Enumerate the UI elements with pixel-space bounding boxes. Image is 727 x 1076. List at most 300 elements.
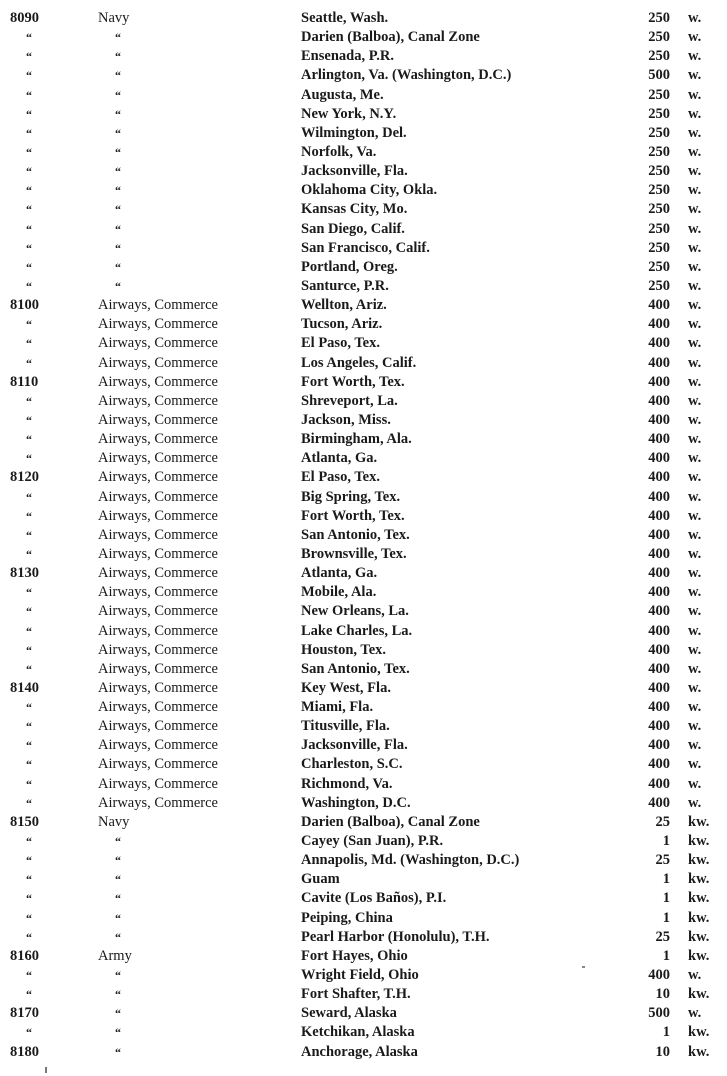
location-cell: El Paso, Tex. [301,469,380,486]
table-row [0,717,727,736]
owner-cell: Airways, Commerce [98,622,218,639]
unit-cell: kw. [688,986,710,1003]
power-cell: 400 [648,641,670,658]
owner-cell: Airways, Commerce [98,297,218,314]
power-cell: 400 [648,316,670,333]
unit-cell: kw. [688,928,710,945]
frequency-cell: “ [26,776,32,791]
owner-cell: “ [115,1006,121,1021]
owner-cell: “ [115,106,121,121]
power-cell: 400 [648,699,670,716]
table-row [0,449,727,468]
location-cell: Los Angeles, Calif. [301,354,417,371]
frequency-cell: “ [26,451,32,466]
location-cell: Arlington, Va. (Washington, D.C.) [301,67,512,84]
unit-cell: kw. [688,852,710,869]
frequency-cell: “ [26,700,32,715]
frequency-cell: “ [26,661,32,676]
table-row [0,181,727,200]
owner-cell: Airways, Commerce [98,335,218,352]
owner-cell: “ [115,49,121,64]
frequency-cell: 8160 [10,947,39,964]
unit-cell: w. [688,699,702,716]
unit-cell: w. [688,507,702,524]
frequency-cell: “ [26,202,32,217]
owner-cell: “ [115,1044,121,1059]
table-row [0,28,727,47]
unit-cell: w. [688,392,702,409]
owner-cell: Navy [98,813,130,830]
owner-cell: Airways, Commerce [98,699,218,716]
location-cell: Fort Worth, Tex. [301,507,405,524]
location-cell: Jackson, Miss. [301,411,391,428]
table-row [0,698,727,717]
location-cell: Miami, Fla. [301,699,374,716]
table-row [0,334,727,353]
frequency-cell: “ [26,604,32,619]
power-cell: 250 [648,201,670,218]
location-cell: Norfolk, Va. [301,143,377,160]
location-cell: San Francisco, Calif. [301,239,430,256]
location-cell: Seward, Alaska [301,1005,397,1022]
location-cell: Darien (Balboa), Canal Zone [301,29,480,46]
power-cell: 250 [648,29,670,46]
power-cell: 1 [662,909,670,926]
power-cell: 400 [648,622,670,639]
table-row [0,583,727,602]
table-row [0,755,727,774]
power-cell: 25 [655,813,670,830]
table-row [0,277,727,296]
table-row [0,105,727,124]
frequency-cell: “ [26,642,32,657]
owner-cell: “ [115,872,121,887]
owner-cell: Airways, Commerce [98,756,218,773]
power-cell: 400 [648,756,670,773]
location-cell: New York, N.Y. [301,105,397,122]
frequency-cell: “ [26,259,32,274]
power-cell: 400 [648,335,670,352]
table-row [0,526,727,545]
owner-cell: “ [115,968,121,983]
location-cell: Atlanta, Ga. [301,565,378,582]
owner-cell: “ [115,30,121,45]
power-cell: 250 [648,124,670,141]
frequency-cell: “ [26,412,32,427]
frequency-cell: “ [26,317,32,332]
owner-cell: “ [115,221,121,236]
owner-cell: Airways, Commerce [98,488,218,505]
owner-cell: Airways, Commerce [98,316,218,333]
frequency-cell: “ [26,738,32,753]
unit-cell: w. [688,143,702,160]
print-speck [582,966,585,968]
unit-cell: w. [688,794,702,811]
unit-cell: w. [688,10,702,26]
unit-cell: kw. [688,947,710,964]
unit-cell: w. [688,220,702,237]
power-cell: 10 [655,986,670,1003]
table-row [0,851,727,870]
power-cell: 400 [648,584,670,601]
location-cell: Peiping, China [301,909,393,926]
power-cell: 400 [648,679,670,696]
location-cell: San Antonio, Tex. [301,526,410,543]
unit-cell: w. [688,431,702,448]
location-cell: Cavite (Los Baños), P.I. [301,890,447,907]
station-list [0,9,727,1062]
location-cell: Richmond, Va. [301,775,393,792]
frequency-cell: “ [26,795,32,810]
power-cell: 250 [648,163,670,180]
table-row [0,564,727,583]
location-cell: New Orleans, La. [301,603,409,620]
location-cell: Portland, Oreg. [301,258,398,275]
unit-cell: kw. [688,833,710,850]
unit-cell: kw. [688,1043,710,1060]
owner-cell: “ [115,891,121,906]
owner-cell: “ [115,259,121,274]
power-cell: 400 [648,794,670,811]
unit-cell: w. [688,29,702,46]
table-row [0,373,727,392]
power-cell: 400 [648,660,670,677]
owner-cell: Airways, Commerce [98,469,218,486]
table-row [0,315,727,334]
owner-cell: “ [115,278,121,293]
location-cell: Brownsville, Tex. [301,545,407,562]
table-row [0,545,727,564]
power-cell: 400 [648,507,670,524]
location-cell: Jacksonville, Fla. [301,737,408,754]
owner-cell: “ [115,987,121,1002]
frequency-cell: “ [26,757,32,772]
table-row [0,736,727,755]
owner-cell: “ [115,853,121,868]
power-cell: 400 [648,967,670,984]
table-row [0,1004,727,1023]
unit-cell: kw. [688,871,710,888]
location-cell: Cayey (San Juan), P.R. [301,833,444,850]
power-cell: 250 [648,105,670,122]
owner-cell: “ [115,125,121,140]
owner-cell: “ [115,87,121,102]
location-cell: Darien (Balboa), Canal Zone [301,813,480,830]
power-cell: 250 [648,220,670,237]
unit-cell: w. [688,967,702,984]
location-cell: Annapolis, Md. (Washington, D.C.) [301,852,520,869]
frequency-cell: “ [26,929,32,944]
margin-mark [45,1067,47,1073]
frequency-cell: “ [26,30,32,45]
unit-cell: w. [688,660,702,677]
power-cell: 250 [648,277,670,294]
location-cell: Oklahoma City, Okla. [301,182,438,199]
location-cell: San Antonio, Tex. [301,660,410,677]
location-cell: Big Spring, Tex. [301,488,401,505]
frequency-cell: “ [26,527,32,542]
frequency-cell: “ [26,432,32,447]
table-row [0,468,727,487]
owner-cell: Airways, Commerce [98,737,218,754]
location-cell: Washington, D.C. [301,794,411,811]
table-row [0,889,727,908]
owner-cell: “ [115,144,121,159]
frequency-cell: “ [26,968,32,983]
frequency-cell: “ [26,164,32,179]
frequency-cell: 8170 [10,1005,39,1022]
power-cell: 1 [662,1024,670,1041]
frequency-cell: “ [26,68,32,83]
frequency-cell: “ [26,183,32,198]
power-cell: 250 [648,182,670,199]
power-cell: 400 [648,545,670,562]
table-row [0,258,727,277]
location-cell: Fort Shafter, T.H. [301,986,411,1003]
unit-cell: w. [688,775,702,792]
location-cell: Birmingham, Ala. [301,431,412,448]
location-cell: Tucson, Ariz. [301,316,383,333]
unit-cell: kw. [688,1024,710,1041]
unit-cell: kw. [688,890,710,907]
frequency-cell: “ [26,49,32,64]
frequency-cell: 8180 [10,1043,39,1060]
power-cell: 1 [662,890,670,907]
table-row [0,641,727,660]
power-cell: 400 [648,775,670,792]
power-cell: 400 [648,392,670,409]
unit-cell: w. [688,737,702,754]
power-cell: 250 [648,10,670,26]
frequency-cell: “ [26,853,32,868]
power-cell: 250 [648,258,670,275]
owner-cell: Airways, Commerce [98,507,218,524]
frequency-cell: “ [26,489,32,504]
location-cell: Santurce, P.R. [301,277,389,294]
frequency-cell: “ [26,144,32,159]
owner-cell: Airways, Commerce [98,565,218,582]
owner-cell: “ [115,202,121,217]
unit-cell: w. [688,1005,702,1022]
frequency-cell: “ [26,1025,32,1040]
owner-cell: Airways, Commerce [98,718,218,735]
unit-cell: w. [688,565,702,582]
unit-cell: w. [688,622,702,639]
location-cell: Augusta, Me. [301,86,384,103]
table-row [0,220,727,239]
frequency-cell: “ [26,355,32,370]
table-row [0,392,727,411]
table-row [0,507,727,526]
location-cell: Anchorage, Alaska [301,1043,418,1060]
table-row [0,124,727,143]
unit-cell: w. [688,603,702,620]
unit-cell: w. [688,258,702,275]
table-row [0,622,727,641]
unit-cell: w. [688,679,702,696]
location-cell: Ensenada, P.R. [301,48,394,65]
power-cell: 400 [648,450,670,467]
unit-cell: w. [688,48,702,65]
power-cell: 400 [648,565,670,582]
power-cell: 400 [648,526,670,543]
unit-cell: w. [688,239,702,256]
unit-cell: w. [688,335,702,352]
owner-cell: “ [115,68,121,83]
owner-cell: Airways, Commerce [98,641,218,658]
power-cell: 250 [648,86,670,103]
power-cell: 1 [662,833,670,850]
owner-cell: Navy [98,10,130,26]
owner-cell: Airways, Commerce [98,526,218,543]
unit-cell: w. [688,641,702,658]
unit-cell: w. [688,201,702,218]
frequency-cell: “ [26,393,32,408]
frequency-cell: “ [26,125,32,140]
location-cell: Charleston, S.C. [301,756,403,773]
frequency-cell: 8120 [10,469,39,486]
table-row [0,143,727,162]
frequency-cell: “ [26,987,32,1002]
table-row [0,660,727,679]
table-row [0,947,727,966]
unit-cell: w. [688,469,702,486]
power-cell: 400 [648,354,670,371]
power-cell: 400 [648,488,670,505]
table-row [0,66,727,85]
power-cell: 400 [648,297,670,314]
location-cell: Wellton, Ariz. [301,297,387,314]
frequency-cell: 8110 [10,373,39,390]
power-cell: 10 [655,1043,670,1060]
unit-cell: w. [688,163,702,180]
unit-cell: w. [688,450,702,467]
owner-cell: “ [115,240,121,255]
unit-cell: w. [688,86,702,103]
owner-cell: Airways, Commerce [98,431,218,448]
location-cell: Atlanta, Ga. [301,450,378,467]
frequency-cell: “ [26,719,32,734]
power-cell: 400 [648,718,670,735]
frequency-cell: “ [26,221,32,236]
frequency-cell: “ [26,508,32,523]
unit-cell: w. [688,584,702,601]
power-cell: 1 [662,947,670,964]
owner-cell: “ [115,910,121,925]
unit-cell: w. [688,373,702,390]
power-cell: 25 [655,928,670,945]
location-cell: Seattle, Wash. [301,10,389,26]
location-cell: Titusville, Fla. [301,718,390,735]
owner-cell: Airways, Commerce [98,603,218,620]
location-cell: Jacksonville, Fla. [301,163,408,180]
frequency-cell: “ [26,872,32,887]
table-row [0,239,727,258]
table-row [0,985,727,1004]
location-cell: Wright Field, Ohio [301,967,419,984]
frequency-cell: 8140 [10,679,39,696]
frequency-cell: “ [26,87,32,102]
frequency-cell: “ [26,240,32,255]
power-cell: 400 [648,737,670,754]
location-cell: Wilmington, Del. [301,124,407,141]
table-row [0,1043,727,1062]
unit-cell: w. [688,316,702,333]
location-cell: Houston, Tex. [301,641,387,658]
location-cell: Shreveport, La. [301,392,398,409]
unit-cell: w. [688,277,702,294]
unit-cell: w. [688,67,702,84]
frequency-cell: 8130 [10,565,39,582]
frequency-cell: 8150 [10,813,39,830]
power-cell: 400 [648,469,670,486]
frequency-cell: “ [26,891,32,906]
table-row [0,488,727,507]
unit-cell: kw. [688,813,710,830]
unit-cell: w. [688,354,702,371]
owner-cell: Airways, Commerce [98,584,218,601]
table-row [0,909,727,928]
power-cell: 250 [648,143,670,160]
table-row [0,679,727,698]
unit-cell: kw. [688,909,710,926]
table-row [0,832,727,851]
unit-cell: w. [688,124,702,141]
owner-cell: Airways, Commerce [98,450,218,467]
frequency-cell: “ [26,585,32,600]
power-cell: 500 [648,67,670,84]
unit-cell: w. [688,718,702,735]
table-row [0,602,727,621]
power-cell: 500 [648,1005,670,1022]
owner-cell: Army [98,947,132,964]
frequency-cell: “ [26,910,32,925]
table-row [0,430,727,449]
owner-cell: Airways, Commerce [98,411,218,428]
table-row [0,296,727,315]
table-row [0,928,727,947]
owner-cell: Airways, Commerce [98,545,218,562]
table-row [0,354,727,373]
table-row [0,966,727,985]
unit-cell: w. [688,297,702,314]
table-row [0,86,727,105]
owner-cell: Airways, Commerce [98,775,218,792]
table-row [0,162,727,181]
owner-cell: “ [115,1025,121,1040]
location-cell: El Paso, Tex. [301,335,380,352]
power-cell: 1 [662,871,670,888]
frequency-cell: “ [26,278,32,293]
frequency-cell: “ [26,834,32,849]
table-row [0,1023,727,1042]
table-row [0,9,727,28]
owner-cell: Airways, Commerce [98,679,218,696]
owner-cell: Airways, Commerce [98,794,218,811]
power-cell: 400 [648,373,670,390]
frequency-cell: 8090 [10,10,39,26]
frequency-cell: “ [26,336,32,351]
unit-cell: w. [688,756,702,773]
table-row [0,47,727,66]
power-cell: 250 [648,239,670,256]
unit-cell: w. [688,526,702,543]
owner-cell: Airways, Commerce [98,373,218,390]
owner-cell: “ [115,164,121,179]
frequency-cell: “ [26,106,32,121]
location-cell: Guam [301,871,340,888]
unit-cell: w. [688,488,702,505]
